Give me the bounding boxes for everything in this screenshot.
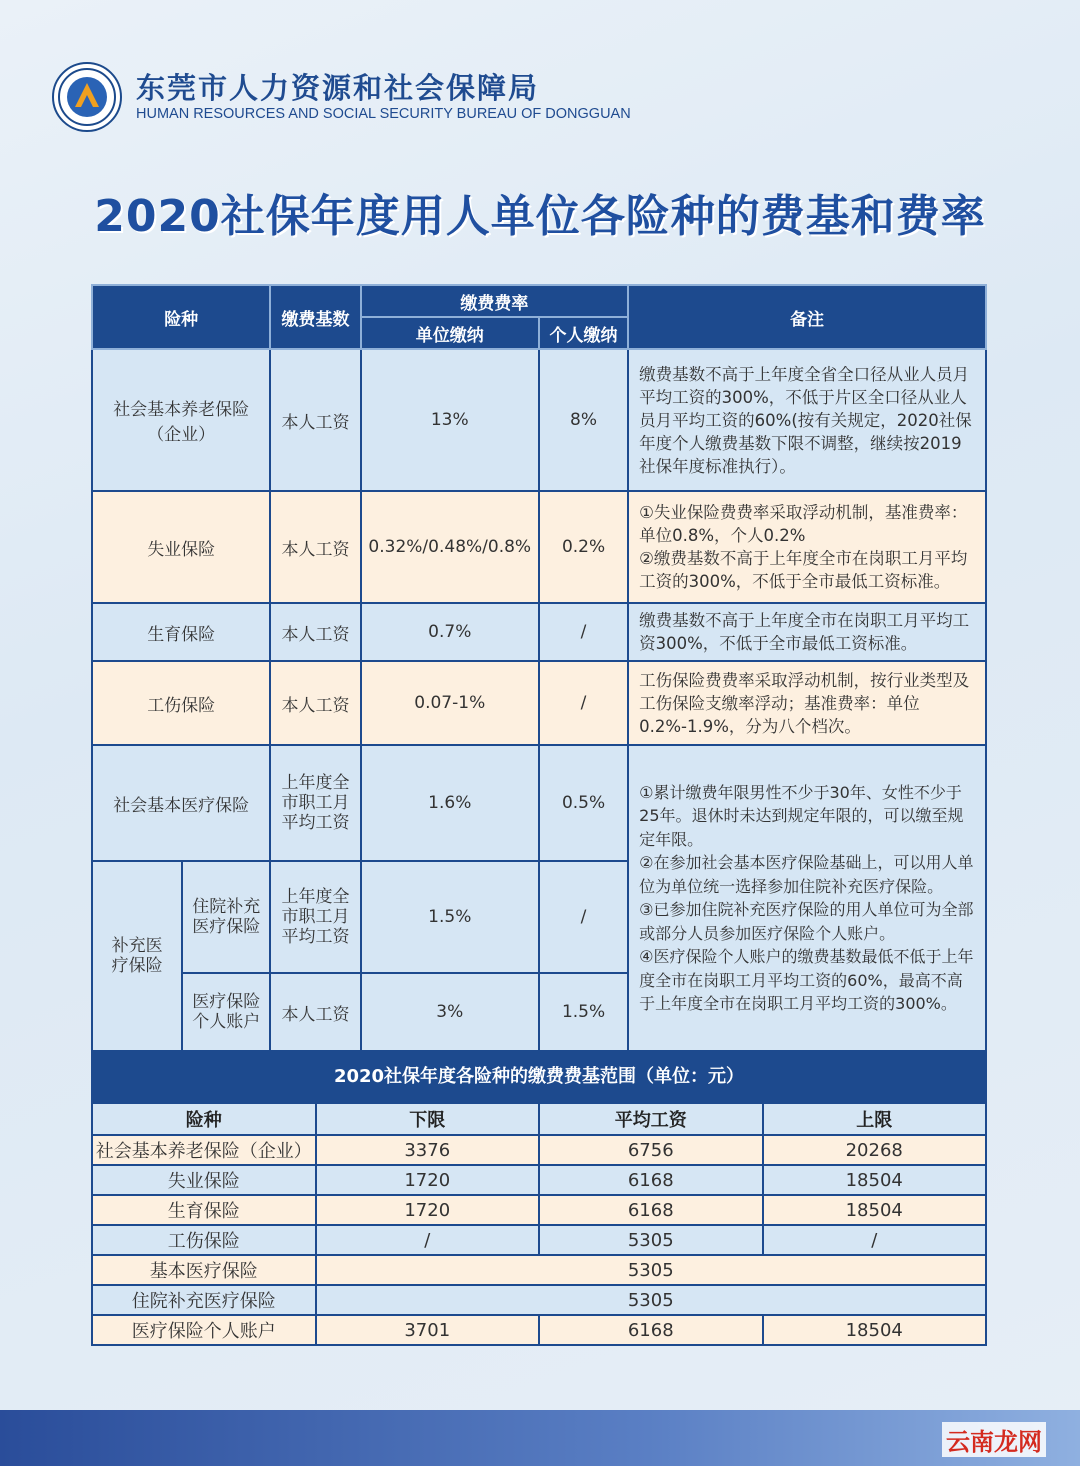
table-row [92,603,986,661]
row-unit-rate: 1.6% [361,745,539,861]
table-row [92,745,986,861]
range-type: 失业保险 [92,1165,316,1195]
row-base: 上年度全市职工月平均工资 [270,861,360,973]
page-title: 2020社保年度用人单位各险种的费基和费率 [94,191,986,242]
range-avg: 6168 [539,1195,763,1225]
range-header-high: 上限 [763,1103,987,1135]
row-note: 缴费基数不高于上年度全市在岗职工月平均工资300%，不低于全市最低工资标准。 [628,603,986,661]
range-row [92,1165,986,1195]
range-low: 1720 [316,1165,540,1195]
range-avg: 6168 [539,1165,763,1195]
note-line: ①失业保险费费率采取浮动机制，基准费率：单位0.8%，个人0.2% [639,503,968,545]
row-base: 本人工资 [270,491,360,603]
range-header-low: 下限 [316,1103,540,1135]
range-merged: 5305 [316,1255,987,1285]
range-row [92,1135,986,1165]
header [52,62,631,132]
range-type: 社会基本养老保险（企业） [92,1135,316,1165]
note-line: ①累计缴费年限男性不少于30年、女性不少于25年。退休时未达到规定年限的，可以缴至规定年限。 [639,782,964,849]
row-note [628,745,986,1051]
row-unit-rate: 3% [361,973,539,1051]
range-low: 3376 [316,1135,540,1165]
table-row [92,349,986,491]
range-header-type: 险种 [92,1103,316,1135]
row-base: 本人工资 [270,603,360,661]
row-unit-rate: 1.5% [361,861,539,973]
range-type: 住院补充医疗保险 [92,1285,316,1315]
row-type: 社会基本医疗保险 [92,745,270,861]
range-high: 20268 [763,1135,987,1165]
row-base: 本人工资 [270,661,360,745]
header-rate: 缴费费率 [361,285,629,317]
note-line: ②缴费基数不高于上年度全市在岗职工月平均工资的300%，不低于全市最低工资标准。 [639,549,968,591]
range-low: 1720 [316,1195,540,1225]
range-high: 18504 [763,1195,987,1225]
org-name-en: HUMAN RESOURCES AND SOCIAL SECURITY BUREAU OF DONGGUAN [136,106,631,122]
row-unit-rate: 0.07-1% [361,661,539,745]
header-note: 备注 [628,285,986,349]
header-base: 缴费基数 [270,285,360,349]
rates-panel [91,284,987,1342]
footer-bar [0,1410,1080,1466]
table-row [92,661,986,745]
row-unit-rate: 0.7% [361,603,539,661]
range-low: / [316,1225,540,1255]
row-note: 工伤保险费费率采取浮动机制，按行业类型及工伤保险支缴率浮动；基准费率：单位0.2%-1.9%，分为八个档次。 [628,661,986,745]
row-personal-rate: 0.2% [539,491,628,603]
range-header-avg: 平均工资 [539,1103,763,1135]
row-note: 缴费基数不高于上年度全省全口径从业人员月平均工资的300%，不低于片区全口径从业人员月平均工资的60%(按有关规定，2020社保年度个人缴费基数下限不调整，继续按2019社保年度标准执行）。 [628,349,986,491]
row-note [628,491,986,603]
row-type: 医疗保险个人账户 [182,973,270,1051]
row-type: 住院补充医疗保险 [182,861,270,973]
row-group-type: 补充医疗保险 [92,861,182,1051]
range-row [92,1225,986,1255]
row-unit-rate: 13% [361,349,539,491]
range-row [92,1315,986,1345]
range-row [92,1195,986,1225]
range-low: 3701 [316,1315,540,1345]
table-row [92,491,986,603]
row-unit-rate: 0.32%/0.48%/0.8% [361,491,539,603]
range-high: 18504 [763,1165,987,1195]
row-personal-rate: / [539,661,628,745]
range-avg: 5305 [539,1225,763,1255]
header-type: 险种 [92,285,270,349]
header-unit: 单位缴纳 [361,317,539,349]
header-personal: 个人缴纳 [539,317,628,349]
row-base: 上年度全市职工月平均工资 [270,745,360,861]
rate-table [91,284,987,1052]
range-type: 工伤保险 [92,1225,316,1255]
range-merged: 5305 [316,1285,987,1315]
note-line: ②在参加社会基本医疗保险基础上，可以用人单位为单位统一选择参加住院补充医疗保险。 [639,853,974,896]
row-base: 本人工资 [270,973,360,1051]
range-table-caption: 2020社保年度各险种的缴费费基范围（单位：元） [91,1052,987,1102]
note-line: ④医疗保险个人账户的缴费基数最低不低于上年度全市在岗职工月平均工资的60%，最高不高于上年度全市在岗职工月平均工资的300%。 [639,947,974,1013]
range-high: / [763,1225,987,1255]
range-type: 生育保险 [92,1195,316,1225]
range-row [92,1285,986,1315]
row-type: 失业保险 [92,491,270,603]
range-type: 基本医疗保险 [92,1255,316,1285]
range-type: 医疗保险个人账户 [92,1315,316,1345]
org-name-cn: 东莞市人力资源和社会保障局 [136,71,540,105]
note-line: ③已参加住院补充医疗保险的用人单位可为全部或部分人员参加医疗保险个人账户。 [639,900,974,943]
row-personal-rate: 1.5% [539,973,628,1051]
watermark: 云南龙网 [942,1422,1046,1457]
row-type: 生育保险 [92,603,270,661]
bureau-logo-icon [52,62,122,132]
row-personal-rate: 0.5% [539,745,628,861]
range-avg: 6168 [539,1315,763,1345]
row-personal-rate: / [539,861,628,973]
row-personal-rate: 8% [539,349,628,491]
row-personal-rate: / [539,603,628,661]
range-high: 18504 [763,1315,987,1345]
range-avg: 6756 [539,1135,763,1165]
range-row [92,1255,986,1285]
row-base: 本人工资 [270,349,360,491]
range-table [91,1102,987,1346]
row-type: 工伤保险 [92,661,270,745]
row-type: 社会基本养老保险（企业） [92,349,270,491]
